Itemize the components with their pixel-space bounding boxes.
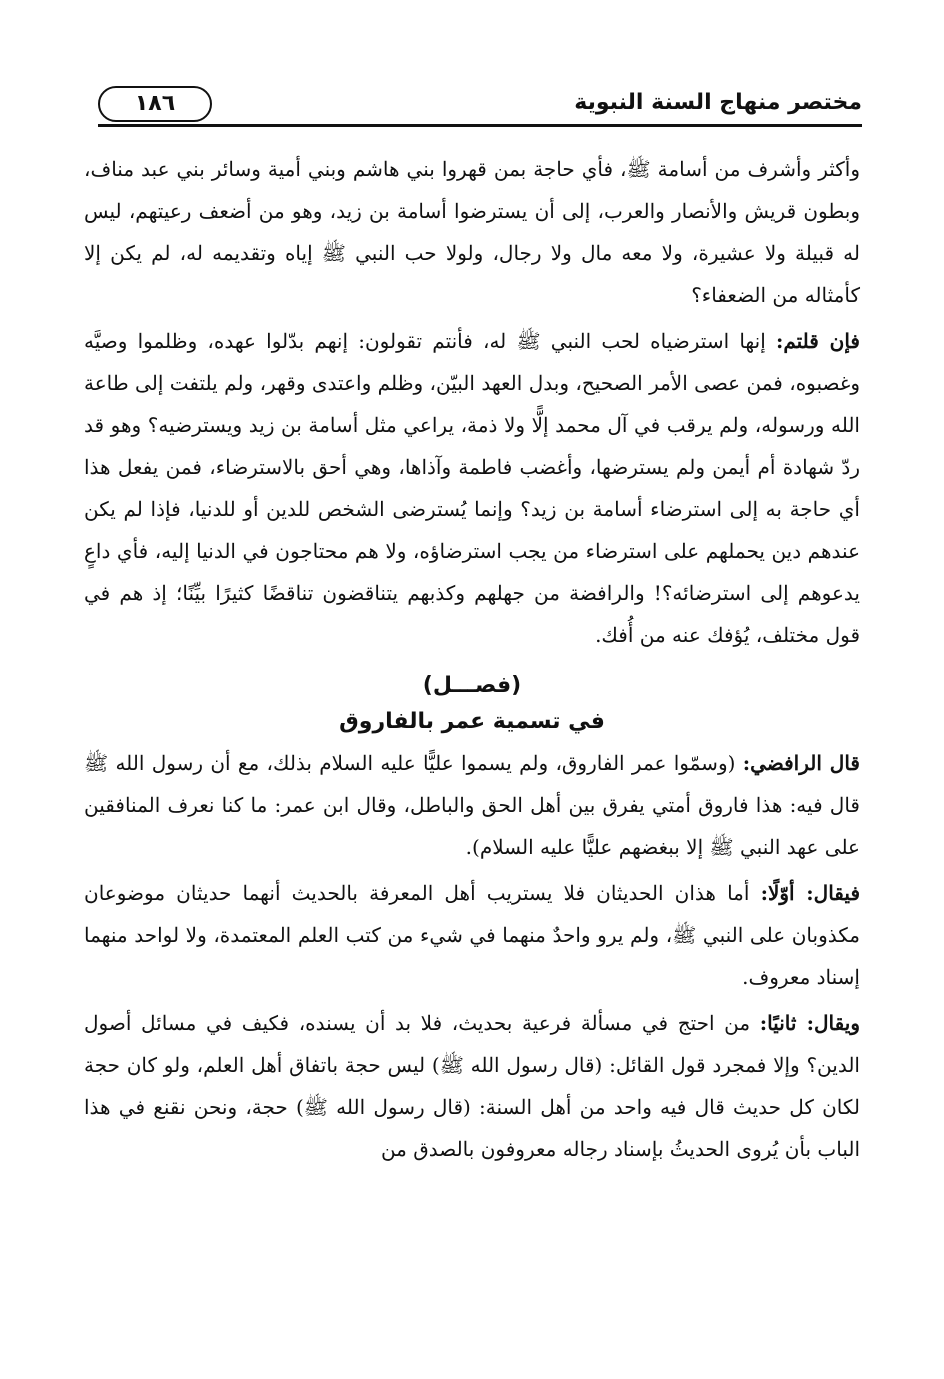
paragraph-lead: فيقال: أوّلًا: (760, 881, 860, 905)
paragraph-2 (84, 320, 860, 656)
section-subheading: في تسمية عمر بالفاروق (339, 709, 605, 734)
paragraph-text: من احتج في مسألة فرعية بحديث، فلا بد أن يسنده، فكيف في مسائل أصول الدين؟ وإلا فمجرد قول القائل: (قال رسول الله ﷺ) ليس حجة باتفاق أهل العلم، ولو كان حجة لكان كل حديث قال فيه واحد من أهل السنة: (قال رسول الله ﷺ) حجة، ونحن نقنع في هذا الباب بأن يُروى الحديثُ بإسناد رجاله معروفون بالصدق من (84, 1011, 860, 1161)
header-divider (98, 124, 862, 127)
paragraph-4 (84, 872, 860, 998)
paragraph-text: (وسمّوا عمر الفاروق، ولم يسموا عليًّا عليه السلام بذلك، مع أن رسول الله ﷺ قال فيه: هذا فاروق أمتي يفرق بين أهل الحق والباطل، وقال ابن عمر: ما كنا نعرف المنافقين على عهد النبي ﷺ إلا ببغضهم عليًّا عليه السلام). (84, 751, 860, 859)
section-heading: (فصـــل) (422, 673, 522, 698)
paragraph-lead: ويقال: ثانيًا: (759, 1011, 860, 1035)
paragraph-lead: فإن قلتم: (775, 329, 860, 353)
book-title: مختصر منهاج السنة النبوية (574, 90, 862, 115)
page-body (84, 148, 860, 1170)
paragraph-lead: قال الرافضي: (742, 751, 860, 775)
paragraph-text: أما هذان الحديثان فلا يستريب أهل المعرفة بالحديث أنهما حديثان موضوعان مكذوبان على النبي ﷺ، ولم يرو واحدٌ منهما في شيء من كتب العلم المعتمدة، ولا لواحد منهما إسناد معروف. (84, 881, 860, 989)
paragraph-3 (84, 742, 860, 868)
paragraph-text: وأكثر وأشرف من أسامة ﷺ، فأي حاجة بمن قهروا بني هاشم وبني أمية وسائر بني عبد مناف، وبطون قريش والأنصار والعرب، إلى أن يسترضوا أسامة بن زيد، وهو من أضعف رعيتهم، ليس له قبيلة ولا عشيرة، ولا معه مال ولا رجال، ولولا حب النبي ﷺ إياه وتقديمه له، لم يكن إلا كأمثاله من الضعفاء؟ (84, 157, 860, 307)
paragraph-text: إنها استرضياه لحب النبي ﷺ له، فأنتم تقولون: إنهم بدّلوا عهده، وظلموا وصيَّه وغصبوه، فمن عصى الأمر الصحيح، وبدل العهد البيّن، وظلم واعتدى وقهر، ولم يلتفت إلى طاعة الله ورسوله، ولم يرقب في آل محمد إلًّا ولا ذمة، يراعي مثل أسامة بن زيد ويسترضيه؟ وهو قد ردّ شهادة أم أيمن ولم يسترضها، وأغضب فاطمة وآذاها، وهي أحق بالاسترضاء، فمن يفعل هذا أي حاجة به إلى استرضاء أسامة بن زيد؟ وإنما يُسترضى الشخص للدين أو للدنيا، فإذا لم يكن عندهم دين يحملهم على استرضاء من يجب استرضاؤه، ولا هم محتاجون في الدنيا إليه، فأي داعٍ يدعوهم إلى استرضائه؟! والرافضة من جهلهم وكذبهم يتناقضون تناقضًا كثيرًا بيِّنًا؛ إذ هم في قول مختلف، يُؤفك عنه من أُفك. (84, 329, 860, 647)
paragraph-5 (84, 1002, 860, 1170)
page-number: ١٨٦ (98, 86, 212, 122)
paragraph-1 (84, 148, 860, 316)
page-header (98, 86, 862, 130)
